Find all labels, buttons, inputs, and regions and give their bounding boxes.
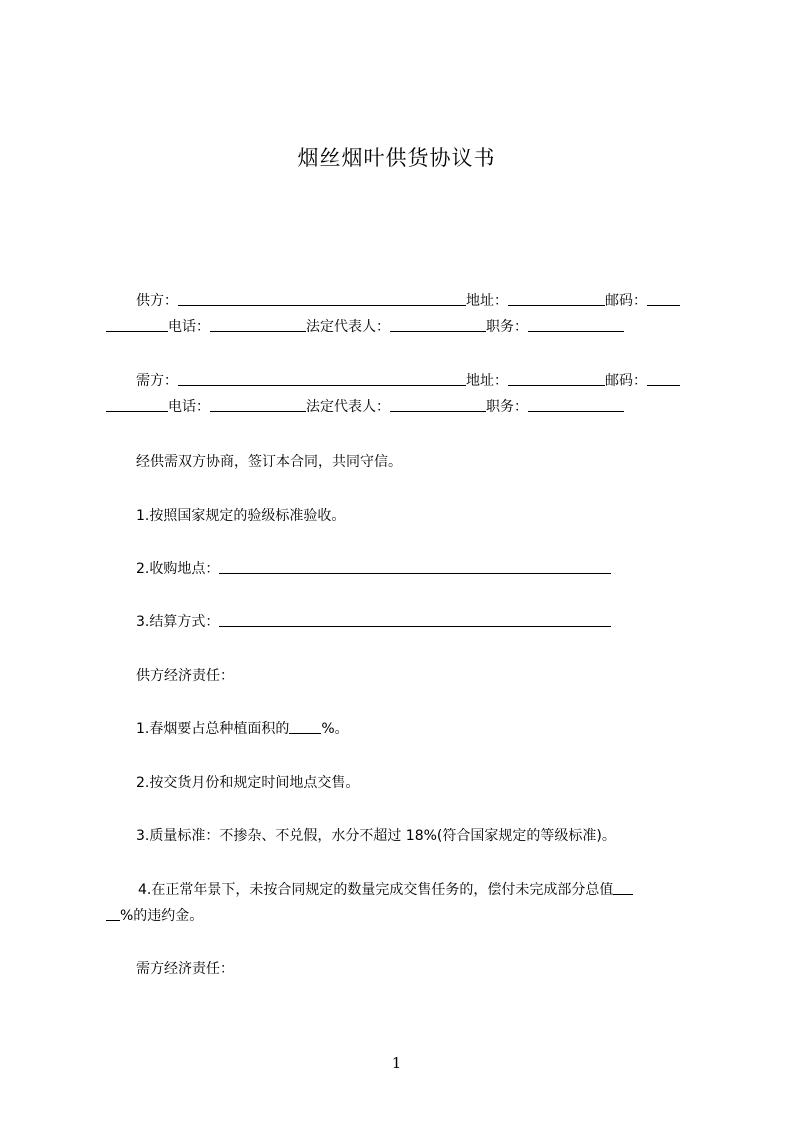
supplier-duty-4-suffix: %的违约金。: [120, 908, 204, 924]
buyer-legal-rep-label: 法定代表人：: [306, 399, 390, 415]
buyer-phone-label: 电话：: [168, 399, 210, 415]
supplier-phone-label: 电话：: [168, 319, 210, 335]
supplier-duty-2: 2.按交货月份和规定时间地点交售。: [136, 775, 360, 791]
clause-2-label: 2.收购地点：: [136, 561, 220, 577]
clause-1: 1.按照国家规定的验级标准验收。: [136, 508, 346, 524]
supplier-label: 供方：: [136, 293, 178, 309]
supplier-duty-1: [136, 718, 349, 740]
supplier-duty-3: 3.质量标准：不掺杂、不兑假，水分不超过 18%(符合国家规定的等级标准)。: [136, 828, 616, 844]
buyer-legal-rep-blank: [390, 396, 486, 412]
buyer-label: 需方：: [136, 373, 178, 389]
buyer-position-label: 职务：: [486, 399, 528, 415]
clause-3: [136, 611, 611, 633]
buyer-address-blank: [508, 370, 605, 386]
buyer-name-blank: [178, 370, 466, 386]
buyer-info-line2: [106, 396, 624, 418]
document-title: 烟丝烟叶供货协议书: [297, 146, 496, 170]
supplier-duties-heading: 供方经济责任：: [136, 668, 234, 684]
penalty-percent-blank: [613, 879, 633, 895]
penalty-percent-blank-cont: [106, 905, 120, 921]
settlement-method-blank: [219, 611, 611, 627]
buyer-postcode-label: 邮码：: [605, 373, 647, 389]
supplier-duty-1-suffix: %。: [321, 721, 349, 737]
buyer-postcode-blank: [647, 370, 680, 386]
supplier-duty-1-text: 1.春烟要占总种植面积的: [136, 721, 290, 737]
spring-tobacco-percent-blank: [289, 718, 321, 734]
buyer-phone-blank: [210, 396, 306, 412]
supplier-position-blank: [528, 316, 624, 332]
supplier-address-label: 地址：: [466, 293, 508, 309]
supplier-duty-4-text: 4.在正常年景下，未按合同规定的数量完成交售任务的，偿付未完成部分总值: [138, 882, 614, 898]
supplier-address-blank: [508, 290, 605, 306]
supplier-postcode-blank: [647, 290, 680, 306]
clause-3-label: 3.结算方式：: [136, 614, 220, 630]
buyer-position-blank: [528, 396, 624, 412]
supplier-info-line2: [106, 316, 624, 338]
supplier-phone-blank: [210, 316, 306, 332]
supplier-duty-4-line2: [106, 905, 203, 927]
supplier-legal-rep-blank: [390, 316, 486, 332]
intro-paragraph: 经供需双方协商，签订本合同，共同守信。: [136, 454, 402, 470]
buyer-address-label: 地址：: [466, 373, 508, 389]
purchase-location-blank: [219, 558, 611, 574]
supplier-duty-4-line1: [138, 879, 633, 901]
buyer-postcode-blank-cont: [106, 396, 168, 412]
supplier-legal-rep-label: 法定代表人：: [306, 319, 390, 335]
page-number: 1: [391, 1054, 402, 1072]
supplier-position-label: 职务：: [486, 319, 528, 335]
buyer-info-line1: [136, 370, 680, 392]
supplier-name-blank: [178, 290, 466, 306]
supplier-postcode-blank-cont: [106, 316, 168, 332]
buyer-duties-heading: 需方经济责任：: [136, 961, 234, 977]
clause-2: [136, 558, 611, 580]
supplier-postcode-label: 邮码：: [605, 293, 647, 309]
supplier-info-line1: [136, 290, 680, 312]
